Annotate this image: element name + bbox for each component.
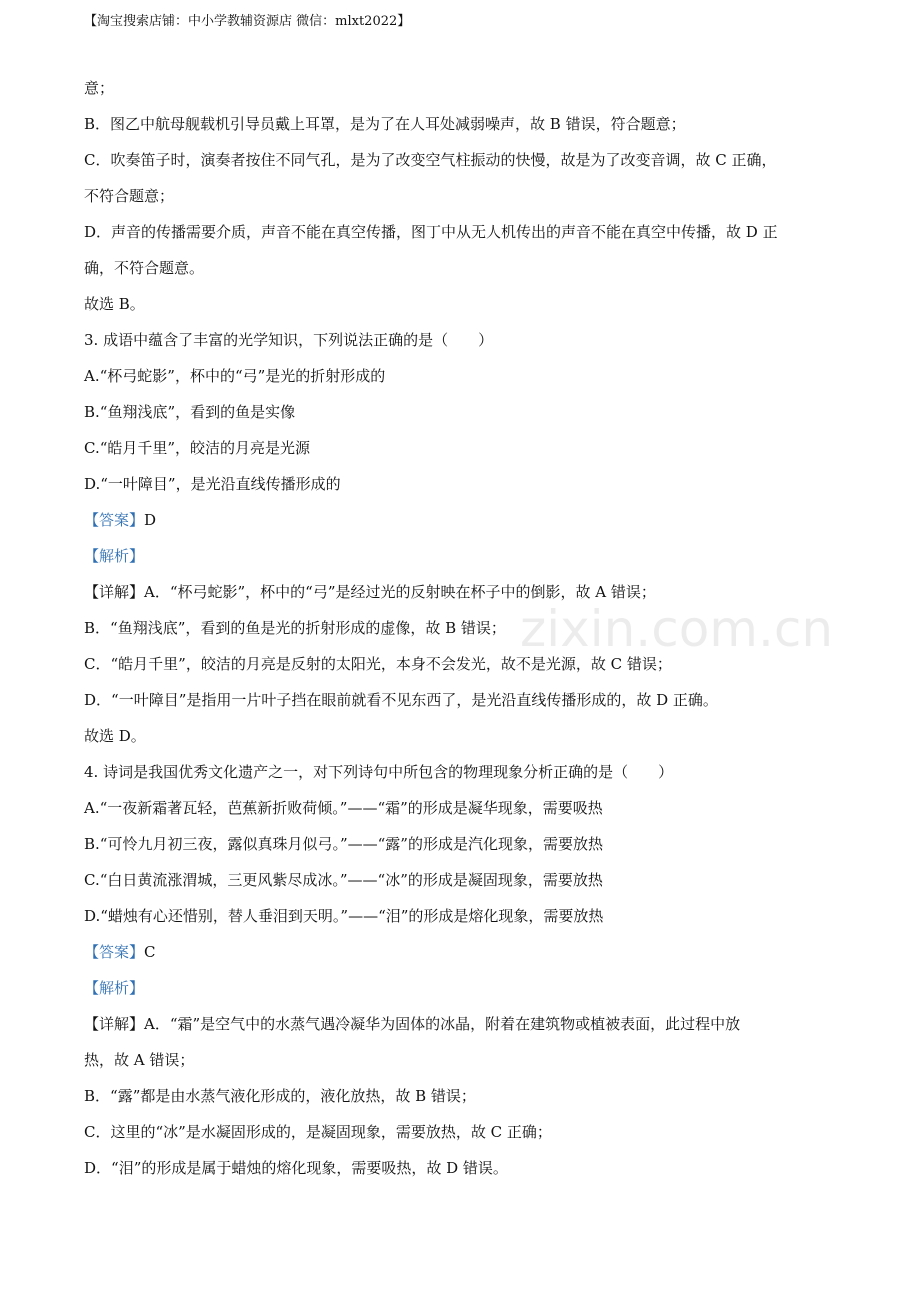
option-c bbox=[84, 430, 836, 466]
analysis-tag: 【解析】 bbox=[84, 547, 145, 565]
answer-value: C bbox=[144, 943, 156, 961]
line-text: D．“一叶障目”是指用一片叶子挡在眼前就看不见东西了，是光沿直线传播形成的，故 D 正确。 bbox=[84, 691, 718, 709]
line-text: D.“蜡烛有心还惜别，替人垂泪到天明。”——“泪”的形成是熔化现象，需要放热 bbox=[84, 907, 604, 925]
option-b bbox=[84, 394, 836, 430]
text-line bbox=[84, 70, 836, 106]
analysis-tag: 【解析】 bbox=[84, 979, 145, 997]
text-line bbox=[84, 214, 836, 250]
text-line bbox=[84, 178, 836, 214]
line-text: B．“鱼翔浅底”，看到的鱼是光的折射形成的虚像，故 B 错误； bbox=[84, 619, 506, 637]
document-body bbox=[84, 70, 836, 1186]
line-text: 不符合题意； bbox=[84, 187, 175, 205]
question-4 bbox=[84, 754, 836, 790]
line-text: 【详解】A．“杯弓蛇影”，杯中的“弓”是经过光的反射映在杯子中的倒影，故 A 错误； bbox=[84, 583, 656, 601]
line-text: 热，故 A 错误； bbox=[84, 1051, 195, 1069]
option-a bbox=[84, 358, 836, 394]
option-c bbox=[84, 862, 836, 898]
line-text: C.“白日黄流涨渭城，三更风紫尽成冰。”——“冰”的形成是凝固现象，需要放热 bbox=[84, 871, 603, 889]
text-line bbox=[84, 250, 836, 286]
text-line bbox=[84, 1150, 836, 1186]
answer-line bbox=[84, 502, 836, 538]
page-header: 【淘宝搜索店铺：中小学教辅资源店 微信：mlxt2022】 bbox=[84, 14, 411, 29]
text-line bbox=[84, 1078, 836, 1114]
text-line bbox=[84, 1006, 836, 1042]
line-text: C．吹奏笛子时，演奏者按住不同气孔，是为了改变空气柱振动的快慢，故是为了改变音调，故 C 正确， bbox=[84, 151, 777, 169]
line-text: C.“皓月千里”，皎洁的月亮是光源 bbox=[84, 439, 311, 457]
answer-line bbox=[84, 934, 836, 970]
line-text: 故选 D。 bbox=[84, 727, 146, 745]
text-line bbox=[84, 142, 836, 178]
text-line bbox=[84, 1114, 836, 1150]
analysis-heading bbox=[84, 970, 836, 1006]
option-d bbox=[84, 466, 836, 502]
line-text: 故选 B。 bbox=[84, 295, 145, 313]
answer-tag: 【答案】 bbox=[84, 943, 145, 961]
line-text: 确，不符合题意。 bbox=[84, 259, 205, 277]
option-a bbox=[84, 790, 836, 826]
answer-tag: 【答案】 bbox=[84, 511, 145, 529]
line-text: A.“杯弓蛇影”，杯中的“弓”是光的折射形成的 bbox=[84, 367, 386, 385]
text-line bbox=[84, 1042, 836, 1078]
text-line bbox=[84, 574, 836, 610]
text-line bbox=[84, 610, 836, 646]
line-text: 意； bbox=[84, 79, 115, 97]
option-b bbox=[84, 826, 836, 862]
analysis-heading bbox=[84, 538, 836, 574]
question-3 bbox=[84, 322, 836, 358]
line-text: 4. 诗词是我国优秀文化遗产之一，对下列诗句中所包含的物理现象分析正确的是（ ） bbox=[84, 763, 674, 781]
line-text: D.“一叶障目”，是光沿直线传播形成的 bbox=[84, 475, 341, 493]
line-text: B.“可怜九月初三夜，露似真珠月似弓。”——“露”的形成是汽化现象，需要放热 bbox=[84, 835, 603, 853]
line-text: B.“鱼翔浅底”，看到的鱼是实像 bbox=[84, 403, 296, 421]
text-line bbox=[84, 106, 836, 142]
line-text: B．图乙中航母舰载机引导员戴上耳罩，是为了在人耳处减弱噪声，故 B 错误，符合题意； bbox=[84, 115, 686, 133]
line-text: B．“露”都是由水蒸气液化形成的，液化放热，故 B 错误； bbox=[84, 1087, 476, 1105]
line-text: D．“泪”的形成是属于蜡烛的熔化现象，需要吸热，故 D 错误。 bbox=[84, 1159, 508, 1177]
answer-value: D bbox=[144, 511, 157, 529]
text-line bbox=[84, 646, 836, 682]
line-text: C．这里的“冰”是水凝固形成的，是凝固现象，需要放热，故 C 正确； bbox=[84, 1123, 552, 1141]
text-line bbox=[84, 286, 836, 322]
line-text: D．声音的传播需要介质，声音不能在真空传播，图丁中从无人机传出的声音不能在真空中传播，故 D 正 bbox=[84, 223, 778, 241]
watermark: zixin.com.cn bbox=[520, 600, 834, 658]
text-line bbox=[84, 718, 836, 754]
line-text: C．“皓月千里”，皎洁的月亮是反射的太阳光，本身不会发光，故不是光源，故 C 错误； bbox=[84, 655, 672, 673]
text-line bbox=[84, 682, 836, 718]
line-text: 【详解】A．“霜”是空气中的水蒸气遇冷凝华为固体的冰晶，附着在建筑物或植被表面，此过程中放 bbox=[84, 1015, 741, 1033]
line-text: 3. 成语中蕴含了丰富的光学知识，下列说法正确的是（ ） bbox=[84, 331, 494, 349]
line-text: A.“一夜新霜著瓦轻，芭蕉新折败荷倾。”——“霜”的形成是凝华现象，需要吸热 bbox=[84, 799, 603, 817]
option-d bbox=[84, 898, 836, 934]
